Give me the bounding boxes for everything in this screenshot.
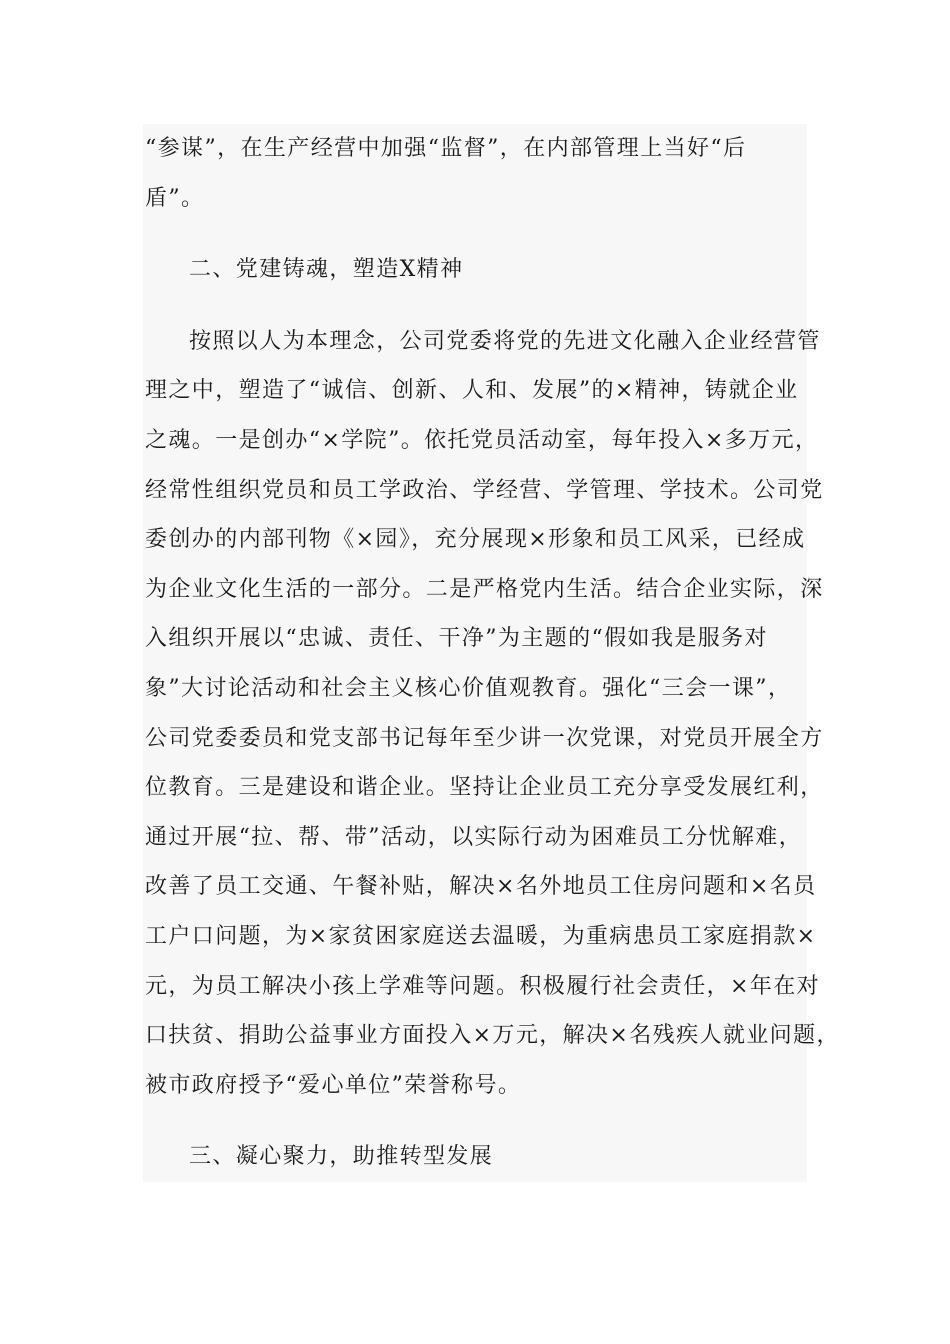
text-line: 口扶贫、捐助公益事业方面投入×万元，解决×名残疾人就业问题，	[145, 1023, 840, 1049]
paragraph-spacer	[143, 1110, 807, 1132]
text-line: 按照以人为本理念，公司党委将党的先进文化融入企业经营管	[189, 328, 821, 354]
paragraph-spacer	[143, 223, 807, 245]
text-line: 改善了员工交通、午餐补贴，解决×名外地员工住房问题和×名员	[145, 874, 817, 900]
text-line: 盾”。	[145, 185, 205, 211]
text-line: 工户口问题，为×家贫困家庭送去温暖，为重病患员工家庭捐款×	[145, 923, 817, 949]
text-line: 入组织开展以“忠诚、责任、干净”为主题的“假如我是服务对	[145, 626, 768, 652]
section-heading-3: 三、凝心聚力，助推转型发展	[189, 1144, 494, 1170]
text-line: 被市政府授予“爱心单位”荣誉称号。	[145, 1072, 522, 1098]
document-text-block	[143, 124, 840, 1182]
text-line: 为企业文化生活的一部分。二是严格党内生活。结合企业实际，深	[145, 576, 824, 602]
paragraph-body	[143, 317, 840, 1111]
text-line: 象”大讨论活动和社会主义核心价值观教育。强化“三会一课”，	[145, 675, 792, 701]
text-line: 委创办的内部刊物《×园》，充分展现×形象和员工风采，已经成	[145, 527, 806, 553]
text-line: 通过开展“拉、帮、带”活动，以实际行动为困难员工分忧解难，	[145, 824, 803, 850]
text-line: 之魂。一是创办“×学院”。依托党员活动室，每年投入×多万元，	[145, 427, 819, 453]
text-line: 元，为员工解决小孩上学难等问题。积极履行社会责任，×年在对	[145, 973, 821, 999]
text-line: 经常性组织党员和员工学政治、学经营、学管理、学技术。公司党	[145, 477, 824, 503]
paragraph-continuation	[143, 124, 807, 223]
text-line: 公司党委委员和党支部书记每年至少讲一次党课，对党员开展全方	[145, 725, 824, 751]
paragraph-spacer	[143, 295, 807, 317]
section-heading-2: 二、党建铸魂，塑造X精神	[189, 257, 464, 283]
text-line: 理之中，塑造了“诚信、创新、人和、发展”的×精神，铸就企业	[145, 378, 799, 404]
text-line: “参谋”，在生产经营中加强“监督”，在内部管理上当好“后	[145, 136, 747, 161]
text-line: 位教育。三是建设和谐企业。坚持让企业员工充分享受发展红利，	[145, 775, 824, 801]
